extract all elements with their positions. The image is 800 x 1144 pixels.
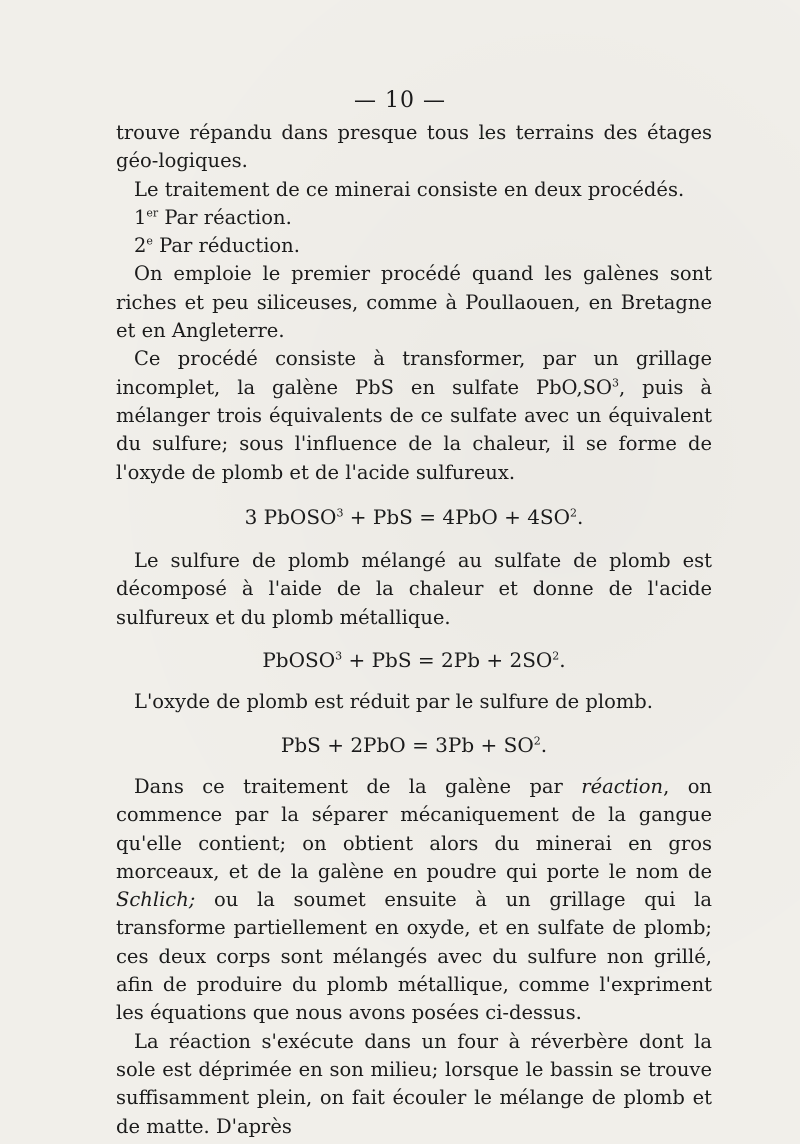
superscript: 3 <box>336 506 344 520</box>
paragraph-first-process: On emploie le premier procédé quand les galènes sont riches et peu siliceuses, comme à Poullaouen, en Bretagne et en Angleterre. <box>116 262 712 343</box>
equation-part: PbOSO <box>262 648 336 673</box>
equation-part: PbS + 2PbO = 3Pb + SO <box>280 732 534 757</box>
paragraph-decomposition: Le sulfure de plomb mélangé au sulfate de plomb est décomposé à l'aide de la chaleur et donne de l'acide sulfureux et du plomb métallique. <box>116 549 712 629</box>
list-item-reduction <box>116 232 712 260</box>
body-text <box>116 119 712 1141</box>
text-segment: , puis à mélanger trois équivalents de ce sulfate avec un équivalent du sulfure; sous l'influence de la chaleur, il se forme de l'oxyde de plomb et de l'acide sulfureux. <box>116 375 712 484</box>
paragraph-continuation: trouve répandu dans presque tous les terrains des étages géo-logiques. <box>116 121 712 173</box>
list-text: Par réduction. <box>159 234 300 258</box>
equation-part: . <box>540 732 548 757</box>
equation-3 <box>116 731 712 759</box>
paragraph-oxide-reduction: L'oxyde de plomb est réduit par le sulfure de plomb. <box>134 690 653 714</box>
equation-part: + PbS = 4PbO + 4SO <box>343 504 571 529</box>
equation-part: . <box>577 504 584 529</box>
equation-2 <box>116 646 712 674</box>
superscript: 2 <box>533 733 541 747</box>
paragraph-treatment <box>116 773 712 1028</box>
list-number-suffix: er <box>146 206 159 220</box>
equation-1 <box>116 503 712 531</box>
text-segment: ou la soumet ensuite à un grillage qui la transforme partiellement en oxyde, et en sulfate de plomb; ces deux corps sont mélangés avec du sulfure non grillé, afin de produire du plomb métallique, comme l'expriment les équations que nous avons posées ci-dessus. <box>116 888 712 1025</box>
text-segment: Dans ce traitement de la galène par <box>134 774 582 798</box>
list-item-reaction <box>116 204 712 232</box>
text-segment: Ce procédé consiste à transformer, par un grillage incomplet, la galène PbS en sulfate PbO,SO <box>116 347 712 399</box>
italic-term: Schlich; <box>116 888 196 912</box>
superscript: 2 <box>570 506 578 520</box>
equation-part: + PbS = 2Pb + 2SO <box>342 648 553 673</box>
superscript: 3 <box>611 376 619 390</box>
page-number: — 10 — <box>354 88 446 113</box>
paragraph-furnace: La réaction s'exécute dans un four à réverbère dont la sole est déprimée en son milieu; lorsque le bassin se trouve suffisamment plein, on fait écouler le mélange de plomb et de matte. D'après <box>116 1029 712 1138</box>
superscript: 2 <box>552 649 560 663</box>
list-text: Par réaction. <box>164 205 292 229</box>
list-number: 2 <box>134 234 147 258</box>
italic-term: réaction <box>581 774 664 798</box>
superscript: 3 <box>335 649 343 663</box>
list-number: 1 <box>134 205 147 229</box>
paragraph-intro: Le traitement de ce minerai consiste en deux procédés. <box>134 177 685 201</box>
equation-part: . <box>559 648 566 673</box>
list-number-suffix: e <box>146 234 153 248</box>
text-segment: , on commence par la séparer mécaniquement de la gangue qu'elle contient; on obtient alors du minerai en gros morceaux, et de la galène en poudre qui porte le nom de <box>116 774 712 883</box>
equation-part: 3 PbOSO <box>244 504 337 529</box>
paragraph-process-description <box>116 345 712 486</box>
